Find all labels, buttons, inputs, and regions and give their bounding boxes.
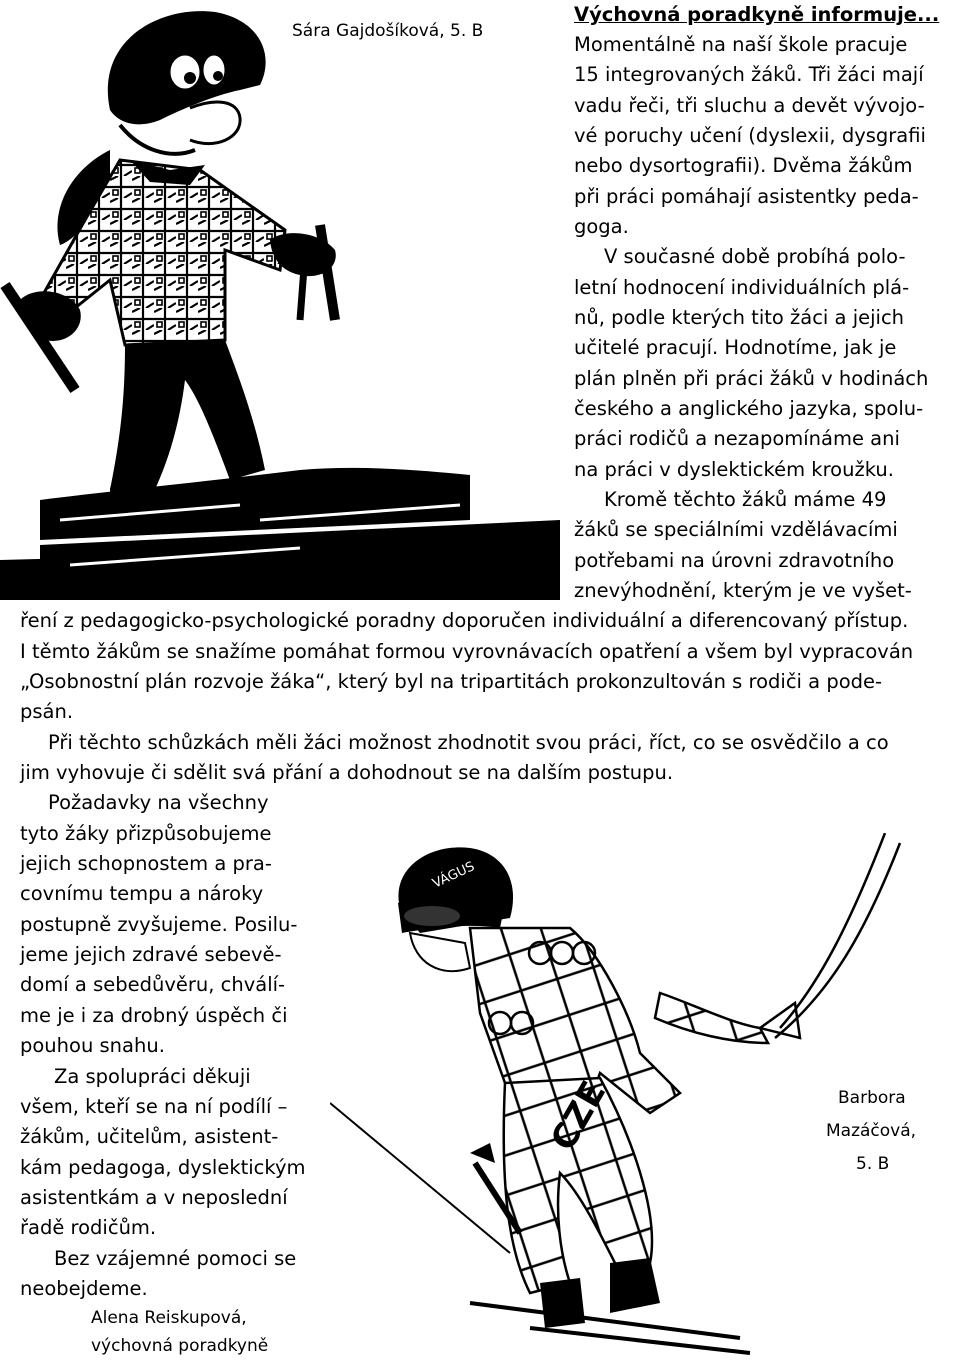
text-line: řadě rodičům. [20,1216,157,1239]
text-line: plán plněn při práci žáků v hodinách [574,367,929,390]
text-line: me je i za drobný úspěch či [20,1004,288,1027]
text-line: Požadavky na všechny [48,791,269,814]
text-line: znevýhodnění, kterým je ve vyšet- [574,579,912,602]
text-line: I těmto žákům se snažíme pomáhat formou vyrovnávacích opatření a všem byl vypracován [20,640,914,663]
text-line: „Osobnostní plán rozvoje žáka“, který byl na tripartitách prokonzultován s rodiči a pode- [20,670,883,693]
text-line: jim vyhovuje či sdělit svá přání a dohodnout se na dalším postupu. [20,761,674,784]
text-line: goga. [574,215,629,238]
drawing-skier-child [0,0,560,600]
text-line: Momentálně na naší škole pracuje [574,33,908,56]
signature-name: Alena Reiskupová, [91,1308,247,1328]
credit-line: 5. B [856,1154,890,1174]
text-line: práci rodičů a nezapomínáme ani [574,427,900,450]
text-line: Kromě těchto žáků máme 49 [604,488,887,511]
text-line: postupně zvyšujeme. Posilu- [20,913,298,936]
text-line: letní hodnocení individuálních plá- [574,276,910,299]
credit-line: Mazáčová, [826,1121,917,1141]
text-line: covnímu tempu a nároky [20,882,264,905]
text-line: Bez vzájemné pomoci se [54,1247,297,1270]
helmet-text: VÁGUS [430,859,478,892]
text-line: tyto žáky přizpůsobujeme [20,822,272,845]
text-line: žáků se speciálními vzdělávacími [574,518,898,541]
text-line: nebo dysortografii). Dvěma žákům [574,154,913,177]
text-line: jejich schopnostem a pra- [20,852,272,875]
text-line: českého a anglického jazyka, spolu- [574,397,924,420]
text-line: na práci v dyslektickém kroužku. [574,458,894,481]
text-line: jeme jejich zdravé sebevě- [20,943,282,966]
text-line: neobejdeme. [20,1277,148,1300]
credit-line: Barbora [838,1088,906,1108]
text-line: všem, kteří se na ní podílí – [20,1095,288,1118]
text-line: ření z pedagogicko-psychologické poradny doporučen individuální a diferencovaný přístup. [20,609,909,632]
suit-text: CZE [543,1074,615,1158]
text-line: kám pedagoga, dyslektickým [20,1156,306,1179]
text-line: potřebami na úrovni zdravotního [574,549,895,572]
text-line: psán. [20,700,74,723]
text-line: Při těchto schůzkách měli žáci možnost zhodnotit svou práci, říct, co se osvědčilo a co [48,731,889,754]
text-line: nů, podle kterých tito žáci a jejich [574,306,905,329]
text-line: pouhou snahu. [20,1034,165,1057]
text-line: při práci pomáhají asistentky peda- [574,185,919,208]
signature-role: výchovná poradkyně [91,1336,269,1356]
text-line: vadu řeči, tři sluchu a devět vývojo- [574,94,925,117]
text-line: učitelé pracují. Hodnotíme, jak je [574,336,897,359]
text-line: Za spolupráci děkuji [54,1065,251,1088]
text-line: V současné době probíhá polo- [604,245,906,268]
text-line: domí a sebedůvěru, chválí- [20,973,286,996]
text-line: 15 integrovaných žáků. Tři žáci mají [574,63,924,86]
article-title: Výchovná poradkyně informuje... [574,3,940,26]
text-line: vé poruchy učení (dyslexii, dysgrafii [574,124,926,147]
author-credit-top: Sára Gajdošíková, 5. B [292,21,484,41]
text-line: asistentkám a v neposlední [20,1186,288,1209]
text-line: žákům, učitelům, asistent- [20,1125,279,1148]
